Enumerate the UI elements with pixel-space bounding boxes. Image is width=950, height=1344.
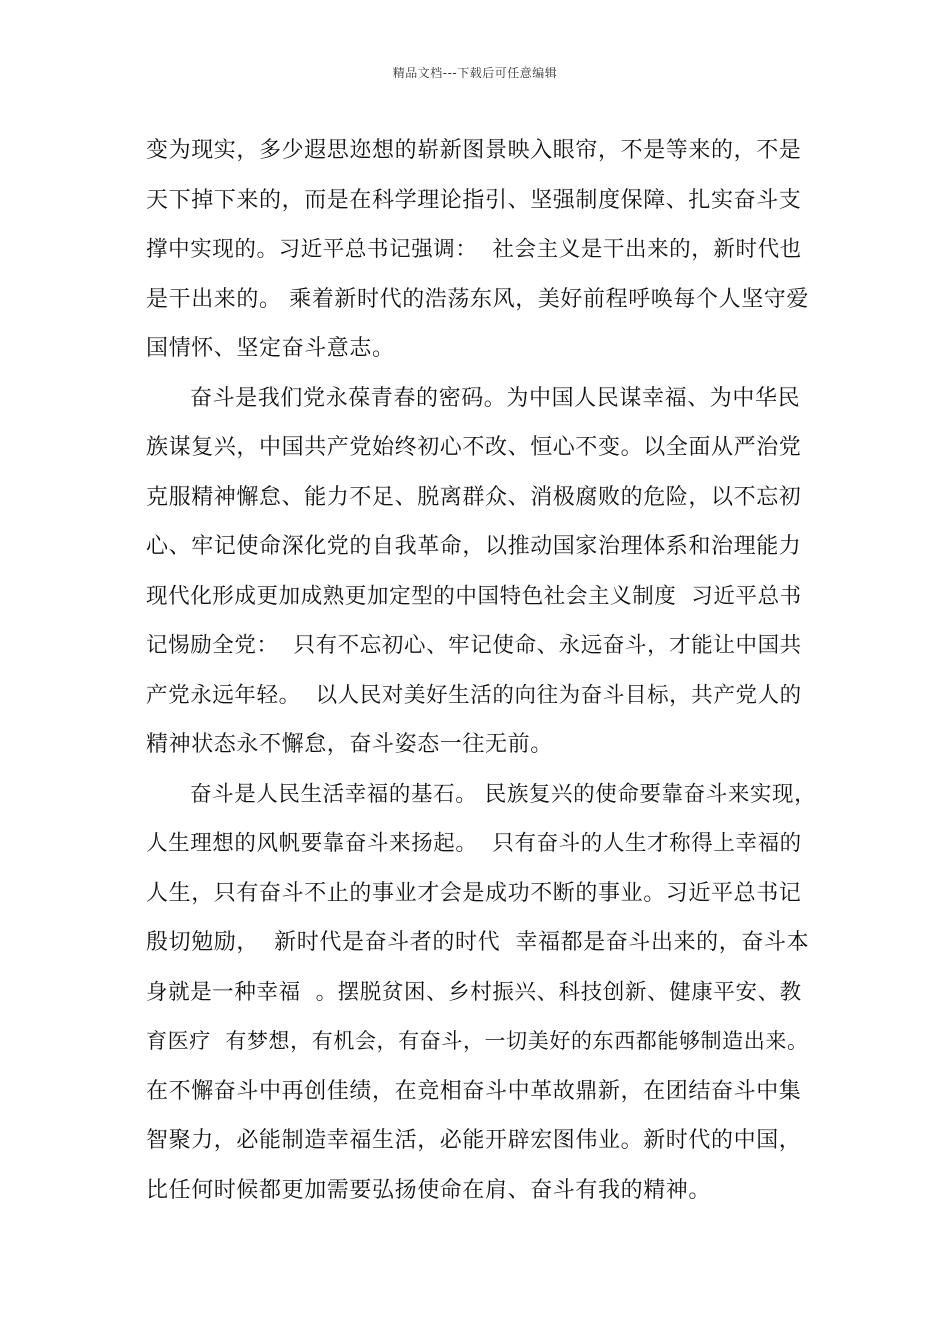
text-line: 现代化形成更加成熟更加定型的中国特色社会主义制度 习近平总书	[146, 583, 802, 609]
paragraph-first-line: 奋斗是人民生活幸福的基石。 民族复兴的使命要靠奋斗来实现，	[190, 781, 817, 807]
text-line: 产党永远年轻。 以人民对美好生活的向往为奋斗目标，共产党人的	[146, 682, 802, 708]
text-line: 精神状态永不懈怠，奋斗姿态一往无前。	[146, 732, 553, 757]
document-body	[146, 126, 816, 1215]
text-line: 育医疗 有梦想，有机会，有奋斗，一切美好的东西都能够制造出来。	[146, 1029, 809, 1053]
text-line: 在不懈奋斗中再创佳绩，在竞相奋斗中革故鼎新，在团结奋斗中集	[146, 1078, 802, 1104]
text-line: 智聚力，必能制造幸福生活，必能开辟宏图伟业。新时代的中国，	[146, 1128, 802, 1153]
text-line: 国情怀、坚定奋斗意志。	[146, 336, 395, 361]
text-line: 人生，只有奋斗不止的事业才会是成功不断的事业。习近平总书记	[146, 880, 802, 906]
text-line: 人生理想的风帆要靠奋斗来扬起。 只有奋斗的人生才称得上幸福的	[146, 831, 802, 856]
text-line: 变为现实，多少遐思迩想的崭新图景映入眼帘，不是等来的，不是	[146, 138, 802, 163]
page-header: 精品文档---下载后可任意编辑	[392, 66, 558, 80]
text-line: 身就是一种幸福 。摆脱贫困、乡村振兴、科技创新、健康平安、教	[146, 979, 802, 1005]
text-line: 是干出来的。 乘着新时代的浩荡东风，美好前程呼唤每个人坚守爱	[146, 286, 809, 312]
text-line: 天下掉下来的，而是在科学理论指引、坚强制度保障、扎实奋斗支	[146, 187, 802, 213]
text-line: 心、牢记使命深化党的自我革命，以推动国家治理体系和治理能力	[146, 534, 802, 559]
text-line: 族谋复兴，中国共产党始终初心不改、恒心不变。以全面从严治党	[146, 435, 802, 460]
text-line: 记惕励全党： 只有不忘初心、牢记使命、永远奋斗，才能让中国共	[146, 633, 802, 658]
text-line: 克服精神懈怠、能力不足、脱离群众、消极腐败的危险，以不忘初	[146, 484, 802, 510]
text-line: 比任何时候都更加需要弘扬使命在肩、奋斗有我的精神。	[146, 1177, 712, 1203]
paragraph-first-line: 奋斗是我们党永葆青春的密码。为中国人民谋幸福、为中华民	[190, 385, 801, 411]
text-line: 撑中实现的。习近平总书记强调： 社会主义是干出来的，新时代也	[146, 237, 802, 262]
text-line: 殷切勉励， 新时代是奋斗者的时代 幸福都是奋斗出来的，奋斗本	[146, 930, 810, 955]
